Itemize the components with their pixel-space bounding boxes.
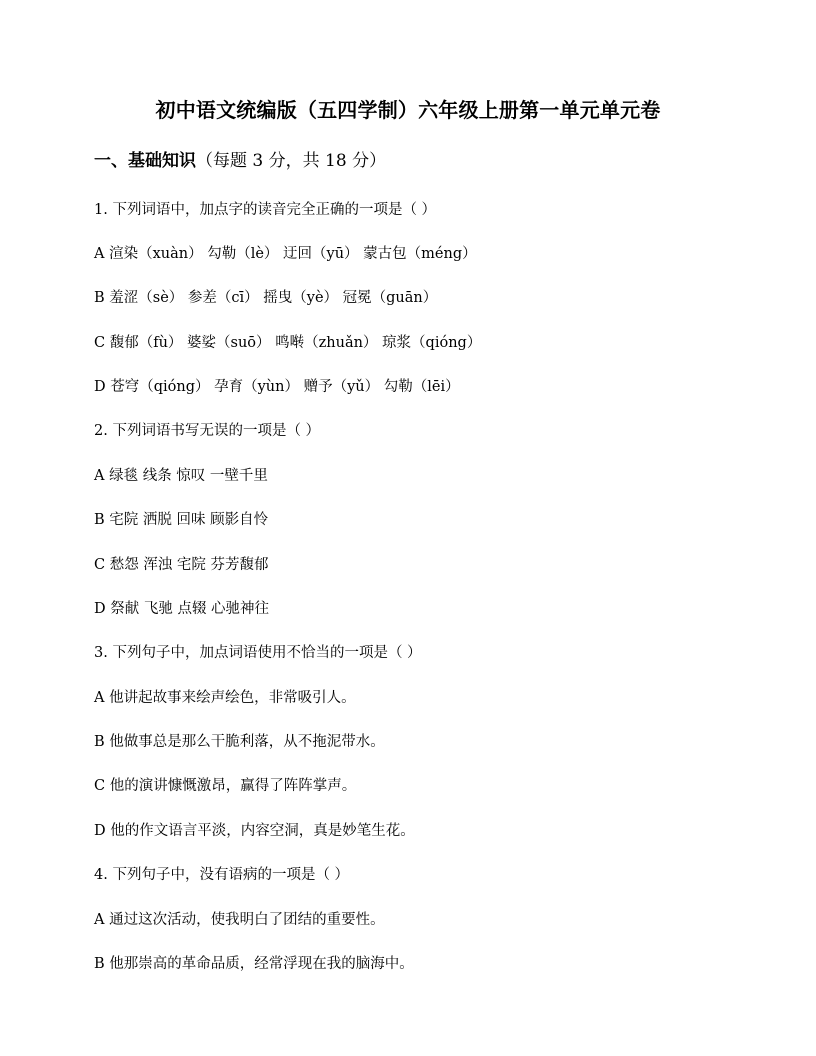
question-2-option-c: C 愁怨 浑浊 宅院 芬芳馥郁: [94, 557, 269, 573]
question-3-option-c: C 他的演讲慷慨激昂，赢得了阵阵掌声。: [94, 778, 357, 794]
section-heading: [94, 148, 386, 174]
question-3-option-a: A 他讲起故事来绘声绘色，非常吸引人。: [94, 690, 356, 706]
question-1-stem: 1. 下列词语中，加点字的读音完全正确的一项是（ ）: [94, 202, 437, 218]
question-1-option-a: A 渲染（xuàn） 勾勒（lè） 迂回（yū） 蒙古包（méng）: [94, 246, 477, 262]
question-4-option-b: B 他那崇高的革命品质，经常浮现在我的脑海中。: [94, 956, 414, 972]
question-2-stem: 2. 下列词语书写无误的一项是（ ）: [94, 423, 321, 439]
question-3-option-d: D 他的作文语言平淡，内容空洞，真是妙笔生花。: [94, 823, 415, 839]
question-1-option-b: B 羞涩（sè） 参差（cī） 摇曳（yè） 冠冕（guān）: [94, 290, 438, 306]
question-2-option-a: A 绿毯 线条 惊叹 一壁千里: [94, 468, 268, 484]
document-title: 初中语文统编版（五四学制）六年级上册第一单元单元卷: [155, 98, 661, 122]
question-1-option-c: C 馥郁（fù） 婆娑（suō） 鸣啭（zhuǎn） 琼浆（qióng）: [94, 335, 482, 351]
section-heading-note: （每题 3 分，共 18 分）: [196, 151, 387, 171]
question-3-stem: 3. 下列句子中，加点词语使用不恰当的一项是（ ）: [94, 645, 422, 661]
question-1-option-d: D 苍穹（qióng） 孕育（yùn） 赠予（yǔ） 勾勒（lēi）: [94, 379, 460, 395]
question-3-option-b: B 他做事总是那么干脆利落，从不拖泥带水。: [94, 734, 385, 750]
question-4-stem: 4. 下列句子中，没有语病的一项是（ ）: [94, 867, 350, 883]
section-heading-label: 一、基础知识: [94, 151, 196, 171]
question-4-option-a: A 通过这次活动，使我明白了团结的重要性。: [94, 912, 385, 928]
question-2-option-b: B 宅院 洒脱 回味 顾影自怜: [94, 512, 269, 528]
question-2-option-d: D 祭献 飞驰 点辍 心驰神往: [94, 601, 270, 617]
